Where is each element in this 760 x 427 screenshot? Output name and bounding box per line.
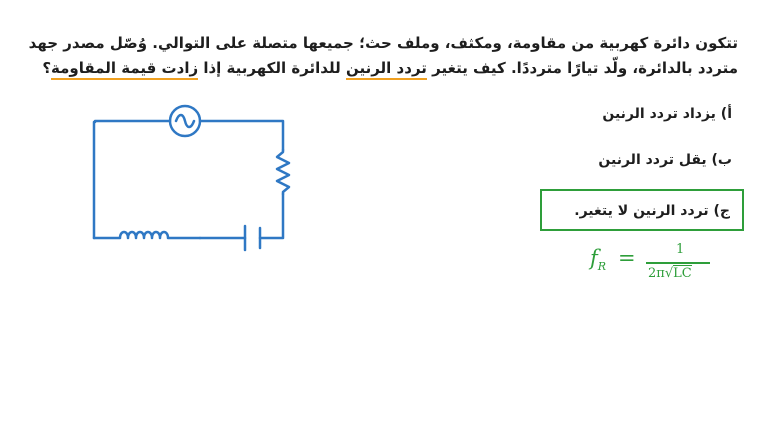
highlight-resonance-frequency: تردد الرنين [346, 59, 427, 80]
choice-b[interactable] [598, 152, 732, 168]
formula-den-prefix: 2π√ [648, 266, 674, 281]
right-wire [260, 194, 283, 238]
question-line-2 [42, 59, 738, 77]
choice-letter: ب) [711, 152, 732, 168]
highlight-resistance-increase: زادت قيمة المقاومة [51, 59, 198, 80]
inductor-icon [94, 232, 200, 238]
choice-letter: ج) [713, 203, 730, 219]
formula-fraction-bar [646, 262, 710, 264]
formula-denominator [648, 266, 692, 281]
choice-label: يزداد تردد الرنين [602, 106, 716, 122]
left-wire [94, 122, 95, 238]
formula-den-radicand: LC [673, 266, 692, 281]
choice-label: يقل تردد الرنين [598, 152, 707, 168]
question-text: متردد بالدائرة، ولّد تيارًا مترددًا. كيف يتغير [432, 59, 738, 77]
question-text: للدائرة الكهربية إذا [203, 59, 341, 77]
choice-c[interactable] [574, 203, 730, 219]
choice-label: تردد الرنين لا يتغير. [574, 203, 709, 219]
top-wire-right [200, 121, 283, 150]
formula-numerator: 1 [676, 242, 685, 257]
ac-source-icon [170, 106, 200, 136]
question-mark: ؟ [42, 59, 52, 77]
formula-f: f [590, 246, 598, 270]
choice-a[interactable] [602, 106, 732, 122]
choice-letter: أ) [720, 106, 732, 122]
resistor-icon [277, 150, 289, 194]
formula-equals: = [618, 246, 636, 270]
formula-lhs [590, 246, 606, 273]
formula-subscript: R [597, 260, 607, 274]
capacitor-icon [200, 226, 260, 250]
question-line-1: تتكون دائرة كهربية من مقاومة، ومكثف، وملف حث؛ جميعها متصلة على التوالي. وُصّل مصدر جهد [28, 34, 738, 52]
